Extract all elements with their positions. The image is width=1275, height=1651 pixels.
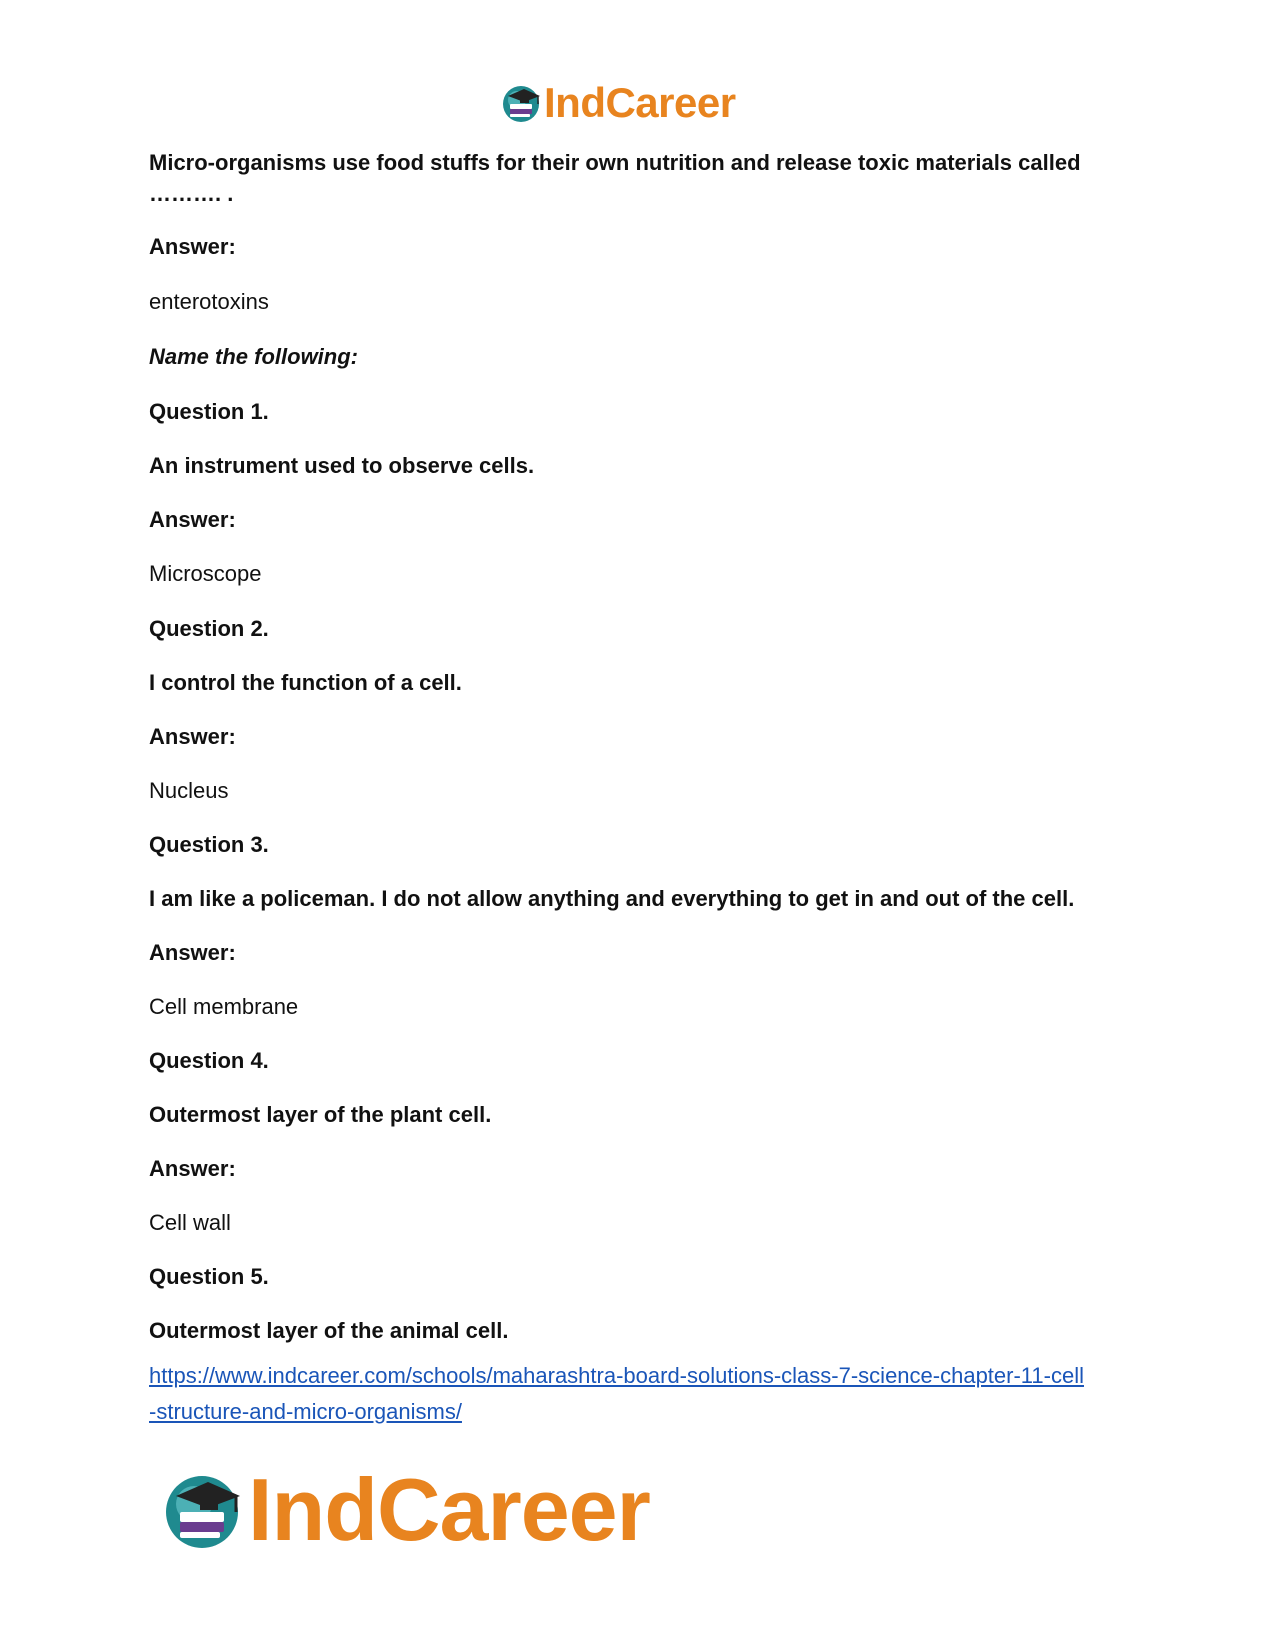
indcareer-logo-bottom	[160, 1462, 650, 1558]
document-content	[149, 147, 1134, 1430]
question-5-text: Outermost layer of the animal cell.	[149, 1318, 509, 1343]
question-2-answer: Nucleus	[149, 778, 229, 803]
indcareer-logo-top	[500, 80, 736, 126]
footer-link-line-2[interactable]: -structure-and-micro-organisms/	[149, 1399, 462, 1424]
question-2-label: Question 2.	[149, 616, 269, 641]
intro-answer-label: Answer:	[149, 234, 236, 259]
question-2-answer-label: Answer:	[149, 724, 236, 749]
question-5-label: Question 5.	[149, 1264, 269, 1289]
question-3-answer-label: Answer:	[149, 940, 236, 965]
question-3-text: I am like a policeman. I do not allow anything and everything to get in and out of the cell.	[149, 886, 1075, 911]
section-heading: Name the following:	[149, 344, 358, 369]
intro-answer: enterotoxins	[149, 289, 269, 314]
graduation-cap-books-globe-icon	[500, 82, 542, 124]
question-4-label: Question 4.	[149, 1048, 269, 1073]
question-1-label: Question 1.	[149, 399, 269, 424]
footer-link[interactable]	[149, 1358, 1134, 1430]
question-4-answer-label: Answer:	[149, 1156, 236, 1181]
question-2-text: I control the function of a cell.	[149, 670, 462, 695]
question-4-answer: Cell wall	[149, 1210, 231, 1235]
question-1-text: An instrument used to observe cells.	[149, 453, 535, 478]
logo-text: IndCareer	[248, 1460, 650, 1559]
footer-link-line-1[interactable]: https://www.indcareer.com/schools/maharashtra-board-solutions-class-7-science-chapter-11-cell	[149, 1363, 1084, 1388]
logo-text: IndCareer	[544, 79, 736, 126]
question-4-text: Outermost layer of the plant cell.	[149, 1102, 492, 1127]
graduation-cap-books-globe-icon	[160, 1468, 244, 1552]
question-1-answer: Microscope	[149, 561, 262, 586]
question-3-label: Question 3.	[149, 832, 269, 857]
question-3-answer: Cell membrane	[149, 994, 299, 1019]
intro-question: Micro-organisms use food stuffs for their own nutrition and release toxic materials called ………. .	[149, 150, 1081, 206]
question-1-answer-label: Answer:	[149, 507, 236, 532]
